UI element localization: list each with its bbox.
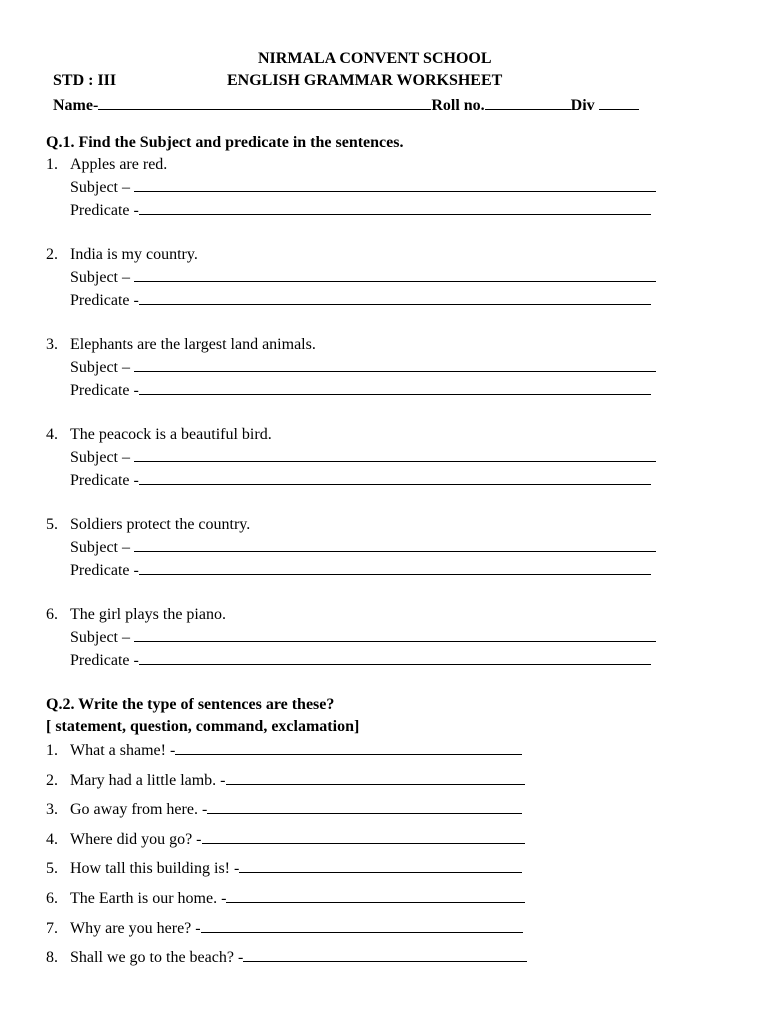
q1-number: 1. [46, 156, 58, 173]
name-label: Name- [53, 97, 99, 114]
predicate-row [70, 651, 651, 670]
subject-row [70, 628, 656, 647]
predicate-label: Predicate - [70, 292, 139, 309]
q2-sentence [46, 889, 525, 908]
subject-answer-field[interactable] [134, 268, 656, 282]
subject-answer-field[interactable] [134, 628, 656, 642]
q1-sentence-text: Soldiers protect the country. [70, 516, 251, 533]
q1-sentence [46, 336, 316, 354]
predicate-row [70, 381, 651, 400]
q2-sentence-text: Go away from here. - [70, 801, 208, 819]
q2-sentence [46, 948, 527, 967]
q1-title: Q.1. Find the Subject and predicate in the sentences. [46, 134, 404, 151]
predicate-row [70, 201, 651, 220]
subject-label: Subject – [70, 539, 130, 556]
q1-sentence-text: Elephants are the largest land animals. [70, 336, 316, 353]
q1-sentence-text: The peacock is a beautiful bird. [70, 426, 272, 443]
subject-answer-field[interactable] [134, 538, 656, 552]
predicate-label: Predicate - [70, 652, 139, 669]
q2-options: [ statement, question, command, exclamation] [46, 718, 360, 735]
q2-sentence-text: Mary had a little lamb. - [70, 771, 226, 789]
q2-sentence [46, 800, 522, 819]
predicate-answer-field[interactable] [139, 381, 651, 395]
name-row [53, 95, 639, 115]
div-field[interactable] [599, 95, 639, 110]
standard-label: STD : III [53, 72, 117, 89]
subject-label: Subject – [70, 449, 130, 466]
q1-sentence [46, 516, 250, 534]
q1-sentence-text: India is my country. [70, 246, 198, 263]
q2-sentence-text: What a shame! - [70, 742, 176, 759]
q2-answer-field[interactable] [226, 771, 525, 785]
predicate-row [70, 291, 651, 310]
roll-label: Roll no. [431, 97, 485, 114]
subject-row [70, 268, 656, 287]
subject-row [70, 538, 656, 557]
subject-answer-field[interactable] [134, 358, 656, 372]
div-label: Div [570, 97, 595, 114]
school-name: NIRMALA CONVENT SCHOOL [258, 50, 492, 67]
q2-answer-field[interactable] [226, 889, 525, 903]
q2-sentence-text: The Earth is our home. - [70, 890, 227, 907]
predicate-answer-field[interactable] [139, 291, 651, 305]
q2-sentence-text: Where did you go? - [70, 830, 202, 848]
predicate-row [70, 561, 651, 580]
predicate-label: Predicate - [70, 382, 139, 399]
subject-row [70, 178, 656, 197]
subject-row [70, 358, 656, 377]
q2-number: 4. [46, 830, 58, 848]
q1-sentence [46, 606, 226, 624]
worksheet-title: ENGLISH GRAMMAR WORKSHEET [227, 72, 503, 89]
subject-label: Subject – [70, 179, 130, 196]
q2-answer-field[interactable] [175, 741, 522, 755]
q2-sentence [46, 830, 525, 849]
subject-label: Subject – [70, 359, 130, 376]
q2-sentence-text: Why are you here? - [70, 919, 201, 937]
predicate-answer-field[interactable] [139, 651, 651, 665]
q2-sentence [46, 771, 525, 790]
predicate-answer-field[interactable] [139, 471, 651, 485]
q1-sentence-text: Apples are red. [70, 156, 168, 173]
q1-number: 3. [46, 336, 58, 353]
subject-answer-field[interactable] [134, 448, 656, 462]
q2-number: 7. [46, 919, 58, 937]
q2-number: 1. [46, 742, 58, 759]
q2-title: Q.2. Write the type of sentences are these? [46, 696, 335, 713]
q2-answer-field[interactable] [207, 800, 522, 814]
q2-answer-field[interactable] [239, 859, 522, 873]
q1-number: 6. [46, 606, 58, 623]
q2-sentence [46, 741, 522, 760]
q1-number: 4. [46, 426, 58, 443]
q1-sentence [46, 156, 167, 174]
q2-sentence [46, 919, 523, 938]
subject-row [70, 448, 656, 467]
q2-sentence-text: Shall we go to the beach? - [70, 949, 244, 967]
roll-field[interactable] [485, 95, 571, 110]
subject-label: Subject – [70, 629, 130, 646]
predicate-answer-field[interactable] [139, 201, 651, 215]
q1-sentence-text: The girl plays the piano. [70, 606, 226, 623]
q1-sentence [46, 246, 198, 264]
predicate-row [70, 471, 651, 490]
name-field[interactable] [98, 95, 431, 110]
q2-number: 3. [46, 801, 58, 819]
subject-label: Subject – [70, 269, 130, 286]
q2-answer-field[interactable] [243, 948, 527, 962]
q2-answer-field[interactable] [201, 919, 523, 933]
q1-sentence [46, 426, 272, 444]
q2-sentence [46, 859, 522, 878]
q2-sentence-text: How tall this building is! - [70, 860, 240, 878]
q2-number: 2. [46, 771, 58, 789]
q1-number: 5. [46, 516, 58, 533]
predicate-answer-field[interactable] [139, 561, 651, 575]
q2-number: 6. [46, 890, 58, 907]
q2-number: 5. [46, 860, 58, 878]
q2-answer-field[interactable] [202, 830, 525, 844]
q2-number: 8. [46, 949, 58, 967]
subject-answer-field[interactable] [134, 178, 656, 192]
predicate-label: Predicate - [70, 562, 139, 579]
predicate-label: Predicate - [70, 472, 139, 489]
predicate-label: Predicate - [70, 202, 139, 219]
q1-number: 2. [46, 246, 58, 263]
